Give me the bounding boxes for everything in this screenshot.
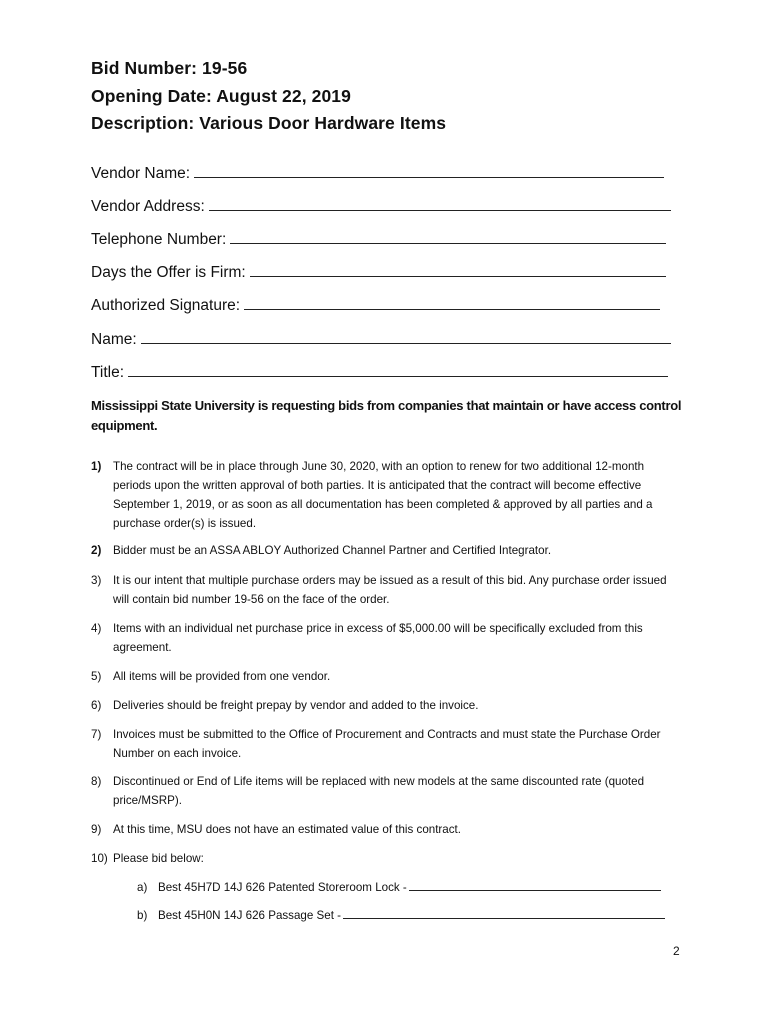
item-text: Deliveries should be freight prepay by vendor and added to the invoice. (113, 699, 479, 712)
title-blank[interactable] (128, 362, 668, 377)
field-label: Vendor Address: (91, 198, 205, 215)
item-text: Discontinued or End of Life items will be replaced with new models at the same discounted rate (quoted price/MSRP). (113, 775, 645, 807)
list-item (91, 696, 681, 715)
item-text: All items will be provided from one vendor. (113, 670, 331, 683)
list-item (91, 820, 681, 839)
item-text: Items with an individual net purchase price in excess of $5,000.00 will be specifically excluded from this agreement. (113, 622, 643, 654)
item-number: 8) (91, 775, 102, 788)
item-number: 9) (91, 823, 102, 836)
field-label: Telephone Number: (91, 231, 227, 248)
item-number: 6) (91, 699, 102, 712)
opening-date: Opening Date: August 22, 2019 (91, 86, 351, 106)
bid-line-passage-set[interactable] (137, 907, 665, 922)
days-offer-firm-field[interactable] (91, 262, 666, 282)
item-number: 4) (91, 622, 102, 635)
name-field[interactable] (91, 329, 671, 349)
list-item (91, 541, 681, 560)
field-label: Title: (91, 364, 125, 381)
item-number: 5) (91, 670, 102, 683)
authorized-signature-field[interactable] (91, 295, 660, 315)
title-field[interactable] (91, 362, 668, 382)
description: Description: Various Door Hardware Items (91, 113, 447, 133)
list-item (91, 725, 681, 763)
vendor-address-field[interactable] (91, 196, 671, 216)
list-item (91, 849, 681, 868)
days-offer-firm-blank[interactable] (250, 262, 666, 277)
sub-item-text: Best 45H0N 14J 626 Passage Set - (158, 909, 342, 922)
name-blank[interactable] (141, 329, 671, 344)
passage-set-price-blank[interactable] (343, 907, 665, 919)
page-number: 2 (673, 944, 680, 958)
item-text: It is our intent that multiple purchase orders may be issued as a result of this bid. Any purchase order issued will contain bid number 19-56 on the face of the order. (113, 574, 667, 606)
item-number: 10) (91, 852, 108, 865)
list-item (91, 571, 681, 609)
item-text: Invoices must be submitted to the Office of Procurement and Contracts and must state the Purchase Order Number on each invoice. (113, 728, 661, 760)
field-label: Vendor Name: (91, 165, 191, 182)
item-text: At this time, MSU does not have an estimated value of this contract. (113, 823, 461, 836)
field-label: Authorized Signature: (91, 297, 241, 314)
vendor-name-blank[interactable] (194, 163, 664, 178)
item-number: 2) (91, 544, 102, 557)
list-item (91, 457, 681, 533)
intro-statement: Mississippi State University is requesting bids from companies that maintain or have access control equipment. (91, 398, 682, 433)
storeroom-lock-price-blank[interactable] (409, 879, 661, 891)
vendor-address-blank[interactable] (209, 196, 671, 211)
list-item (91, 772, 681, 810)
vendor-name-field[interactable] (91, 163, 664, 183)
sub-item-letter: b) (137, 909, 148, 922)
list-item (91, 667, 681, 686)
field-label: Name: (91, 331, 137, 348)
sub-item-letter: a) (137, 881, 148, 894)
telephone-number-field[interactable] (91, 229, 666, 249)
field-label: Days the Offer is Firm: (91, 264, 246, 281)
bid-number: Bid Number: 19-56 (91, 58, 248, 78)
item-number: 7) (91, 728, 102, 741)
authorized-signature-blank[interactable] (244, 295, 660, 310)
item-number: 1) (91, 460, 102, 473)
item-number: 3) (91, 574, 102, 587)
item-text: Bidder must be an ASSA ABLOY Authorized Channel Partner and Certified Integrator. (113, 544, 552, 557)
bid-line-storeroom-lock[interactable] (137, 879, 661, 894)
sub-item-text: Best 45H7D 14J 626 Patented Storeroom Lock - (158, 881, 407, 894)
item-text: The contract will be in place through June 30, 2020, with an option to renew for two additional 12-month periods upon the written approval of both parties. It is anticipated that the contract will become effective September 1, 2019, or as soon as all documentation has been completed & approved by all parties and a purchase order(s) is issued. (113, 460, 653, 530)
item-text: Please bid below: (113, 852, 204, 865)
telephone-number-blank[interactable] (230, 229, 666, 244)
list-item (91, 619, 681, 657)
